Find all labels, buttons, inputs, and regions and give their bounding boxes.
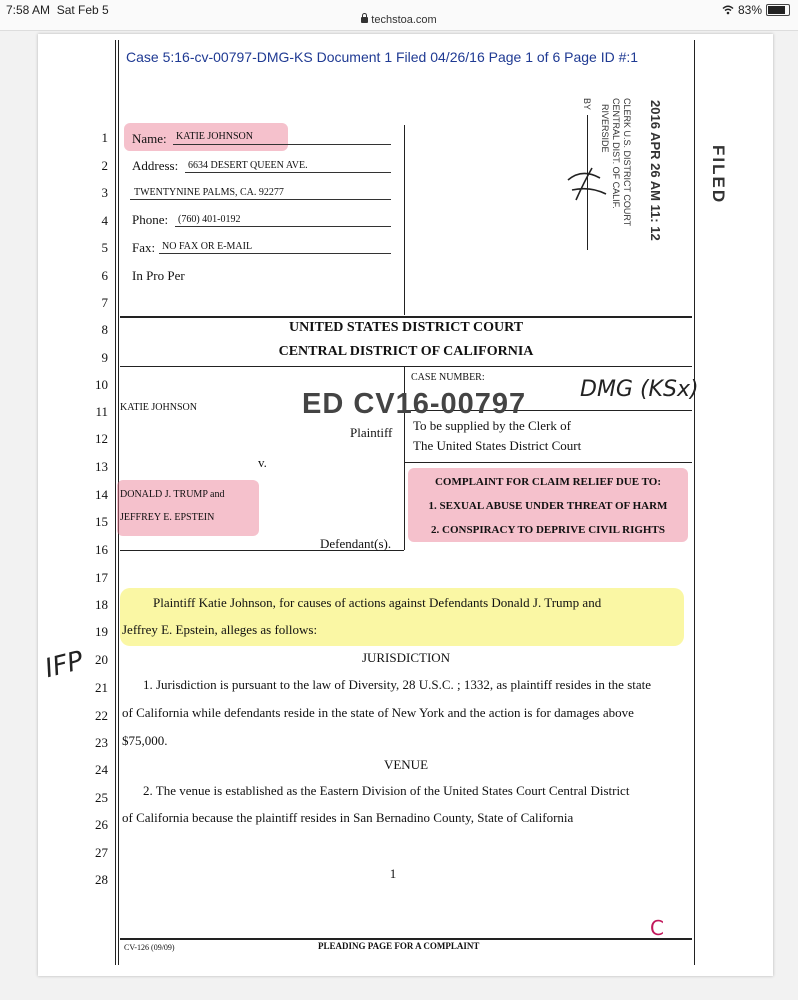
- line-number: 1: [101, 130, 108, 145]
- case-number-label: CASE NUMBER:: [411, 372, 485, 383]
- court-rule-top: [120, 316, 692, 318]
- jurisdiction-line-2: of California while defendants reside in the state of New York and the action is for damages above: [122, 705, 634, 720]
- defendant-label: Defendant(s).: [320, 536, 392, 551]
- venue-line-1: 2. The venue is established as the Eastern Division of the United States Court Central District: [143, 783, 630, 798]
- line-number: 17: [95, 570, 108, 585]
- stamp-by: BY: [582, 98, 592, 111]
- name-underline: [173, 144, 391, 145]
- lock-icon: [361, 17, 368, 23]
- line-number: 25: [95, 790, 108, 805]
- name-value: KATIE JOHNSON: [176, 131, 253, 142]
- intro-line-2: Jeffrey E. Epstein, alleges as follows:: [122, 622, 318, 637]
- line-number: 21: [95, 680, 108, 695]
- address-bar[interactable]: techstoa.com: [0, 14, 798, 26]
- court-district: CENTRAL DISTRICT OF CALIFORNIA: [278, 344, 534, 359]
- clerk-signature: [562, 160, 612, 210]
- line-number: 24: [95, 762, 108, 777]
- right-margin-line: [694, 40, 695, 965]
- case-number-stamp: ED CV16-00797: [302, 388, 527, 420]
- jurisdiction-heading: JURISDICTION: [361, 650, 451, 665]
- fax-label: Fax:: [132, 240, 156, 255]
- caption-plaintiff: KATIE JOHNSON: [120, 402, 197, 413]
- line-number: 9: [101, 350, 108, 365]
- line-number: 6: [101, 268, 108, 283]
- clerk-line-1: CLERK U.S. DISTRICT COURT: [622, 98, 632, 227]
- ifp-handwritten: IFP: [41, 645, 87, 685]
- line-number: 14: [95, 487, 108, 502]
- initial-mark: C: [650, 916, 664, 940]
- address-label: Address:: [132, 158, 179, 173]
- phone-value: (760) 401-0192: [178, 214, 241, 225]
- versus: v.: [258, 455, 267, 470]
- defendant-1: DONALD J. TRUMP and: [120, 489, 225, 500]
- phone-label: Phone:: [132, 212, 169, 227]
- line-number: 4: [101, 213, 108, 228]
- status-time: 7:58 AM Sat Feb 5: [6, 3, 109, 17]
- city-value: TWENTYNINE PALMS, CA. 92277: [134, 187, 284, 198]
- line-number: 16: [95, 542, 108, 557]
- stamp-divider: [404, 125, 405, 315]
- line-number: 2: [101, 158, 108, 173]
- complaint-title: COMPLAINT FOR CLAIM RELIEF DUE TO:: [434, 476, 662, 488]
- line-number: 7: [101, 295, 108, 310]
- battery-percent: 83%: [737, 3, 762, 17]
- clerk-line-3: RIVERSIDE: [600, 104, 610, 153]
- form-id: CV-126 (09/09): [124, 943, 175, 952]
- claim-1: 1. SEXUAL ABUSE UNDER THREAT OF HARM: [428, 500, 668, 512]
- footer-title: PLEADING PAGE FOR A COMPLAINT: [318, 941, 480, 951]
- line-number: 27: [95, 845, 108, 860]
- address-underline: [185, 172, 391, 173]
- line-number: 13: [95, 459, 108, 474]
- supplied-line-2: The United States District Court: [413, 438, 582, 453]
- line-number: 22: [95, 708, 108, 723]
- filed-stamp: FILED: [709, 145, 728, 205]
- line-number: 28: [95, 872, 108, 887]
- pro-per: In Pro Per: [132, 268, 185, 283]
- address-value: 6634 DESERT QUEEN AVE.: [188, 160, 308, 171]
- fax-underline: [159, 253, 391, 254]
- line-number: 11: [95, 404, 108, 419]
- phone-underline: [175, 226, 391, 227]
- line-number: 19: [95, 624, 108, 639]
- fax-value: NO FAX OR E-MAIL: [162, 241, 253, 252]
- line-number: 26: [95, 817, 108, 832]
- line-number: 10: [95, 377, 108, 392]
- line-number: 18: [95, 597, 108, 612]
- line-number: 8: [101, 322, 108, 337]
- plaintiff-label: Plaintiff: [350, 425, 393, 440]
- left-margin-line: [115, 40, 116, 965]
- supplied-rule: [404, 462, 692, 463]
- line-number: 3: [101, 185, 108, 200]
- venue-line-2: of California because the plaintiff resides in San Bernadino County, State of California: [122, 810, 574, 825]
- status-right: [722, 3, 790, 17]
- city-underline: [130, 199, 391, 200]
- line-number: 15: [95, 514, 108, 529]
- case-header: Case 5:16-cv-00797-DMG-KS Document 1 Filed 04/26/16 Page 1 of 6 Page ID #:1: [126, 49, 639, 65]
- footer-rule: [120, 938, 692, 940]
- defendant-2: JEFFREY E. EPSTEIN: [120, 512, 215, 523]
- wifi-icon: [722, 5, 734, 15]
- page-number: 1: [389, 866, 397, 881]
- supplied-line-1: To be supplied by the Clerk of: [413, 418, 571, 433]
- status-bar: [0, 0, 798, 31]
- battery-icon: [766, 4, 790, 16]
- line-number: 5: [101, 240, 108, 255]
- line-number: 23: [95, 735, 108, 750]
- clerk-line-2: CENTRAL DIST. OF CALIF.: [611, 98, 621, 209]
- claim-2: 2. CONSPIRACY TO DEPRIVE CIVIL RIGHTS: [431, 524, 665, 536]
- line-number: 20: [95, 652, 108, 667]
- jurisdiction-line-3: $75,000.: [122, 733, 168, 748]
- filed-date: 2016 APR 26 AM 11: 12: [648, 100, 663, 241]
- jurisdiction-line-1: 1. Jurisdiction is pursuant to the law of Diversity, 28 U.S.C. ; 1332, as plaintiff resides in the state: [143, 677, 652, 692]
- name-label: Name:: [132, 131, 167, 146]
- venue-heading: VENUE: [383, 757, 429, 772]
- intro-line-1: Plaintiff Katie Johnson, for causes of actions against Defendants Donald J. Trump and: [153, 595, 602, 610]
- line-number: 12: [95, 431, 108, 446]
- court-name: UNITED STATES DISTRICT COURT: [288, 320, 524, 335]
- case-number-handwritten: DMG (KSx): [580, 377, 699, 402]
- court-rule-bottom: [120, 366, 692, 367]
